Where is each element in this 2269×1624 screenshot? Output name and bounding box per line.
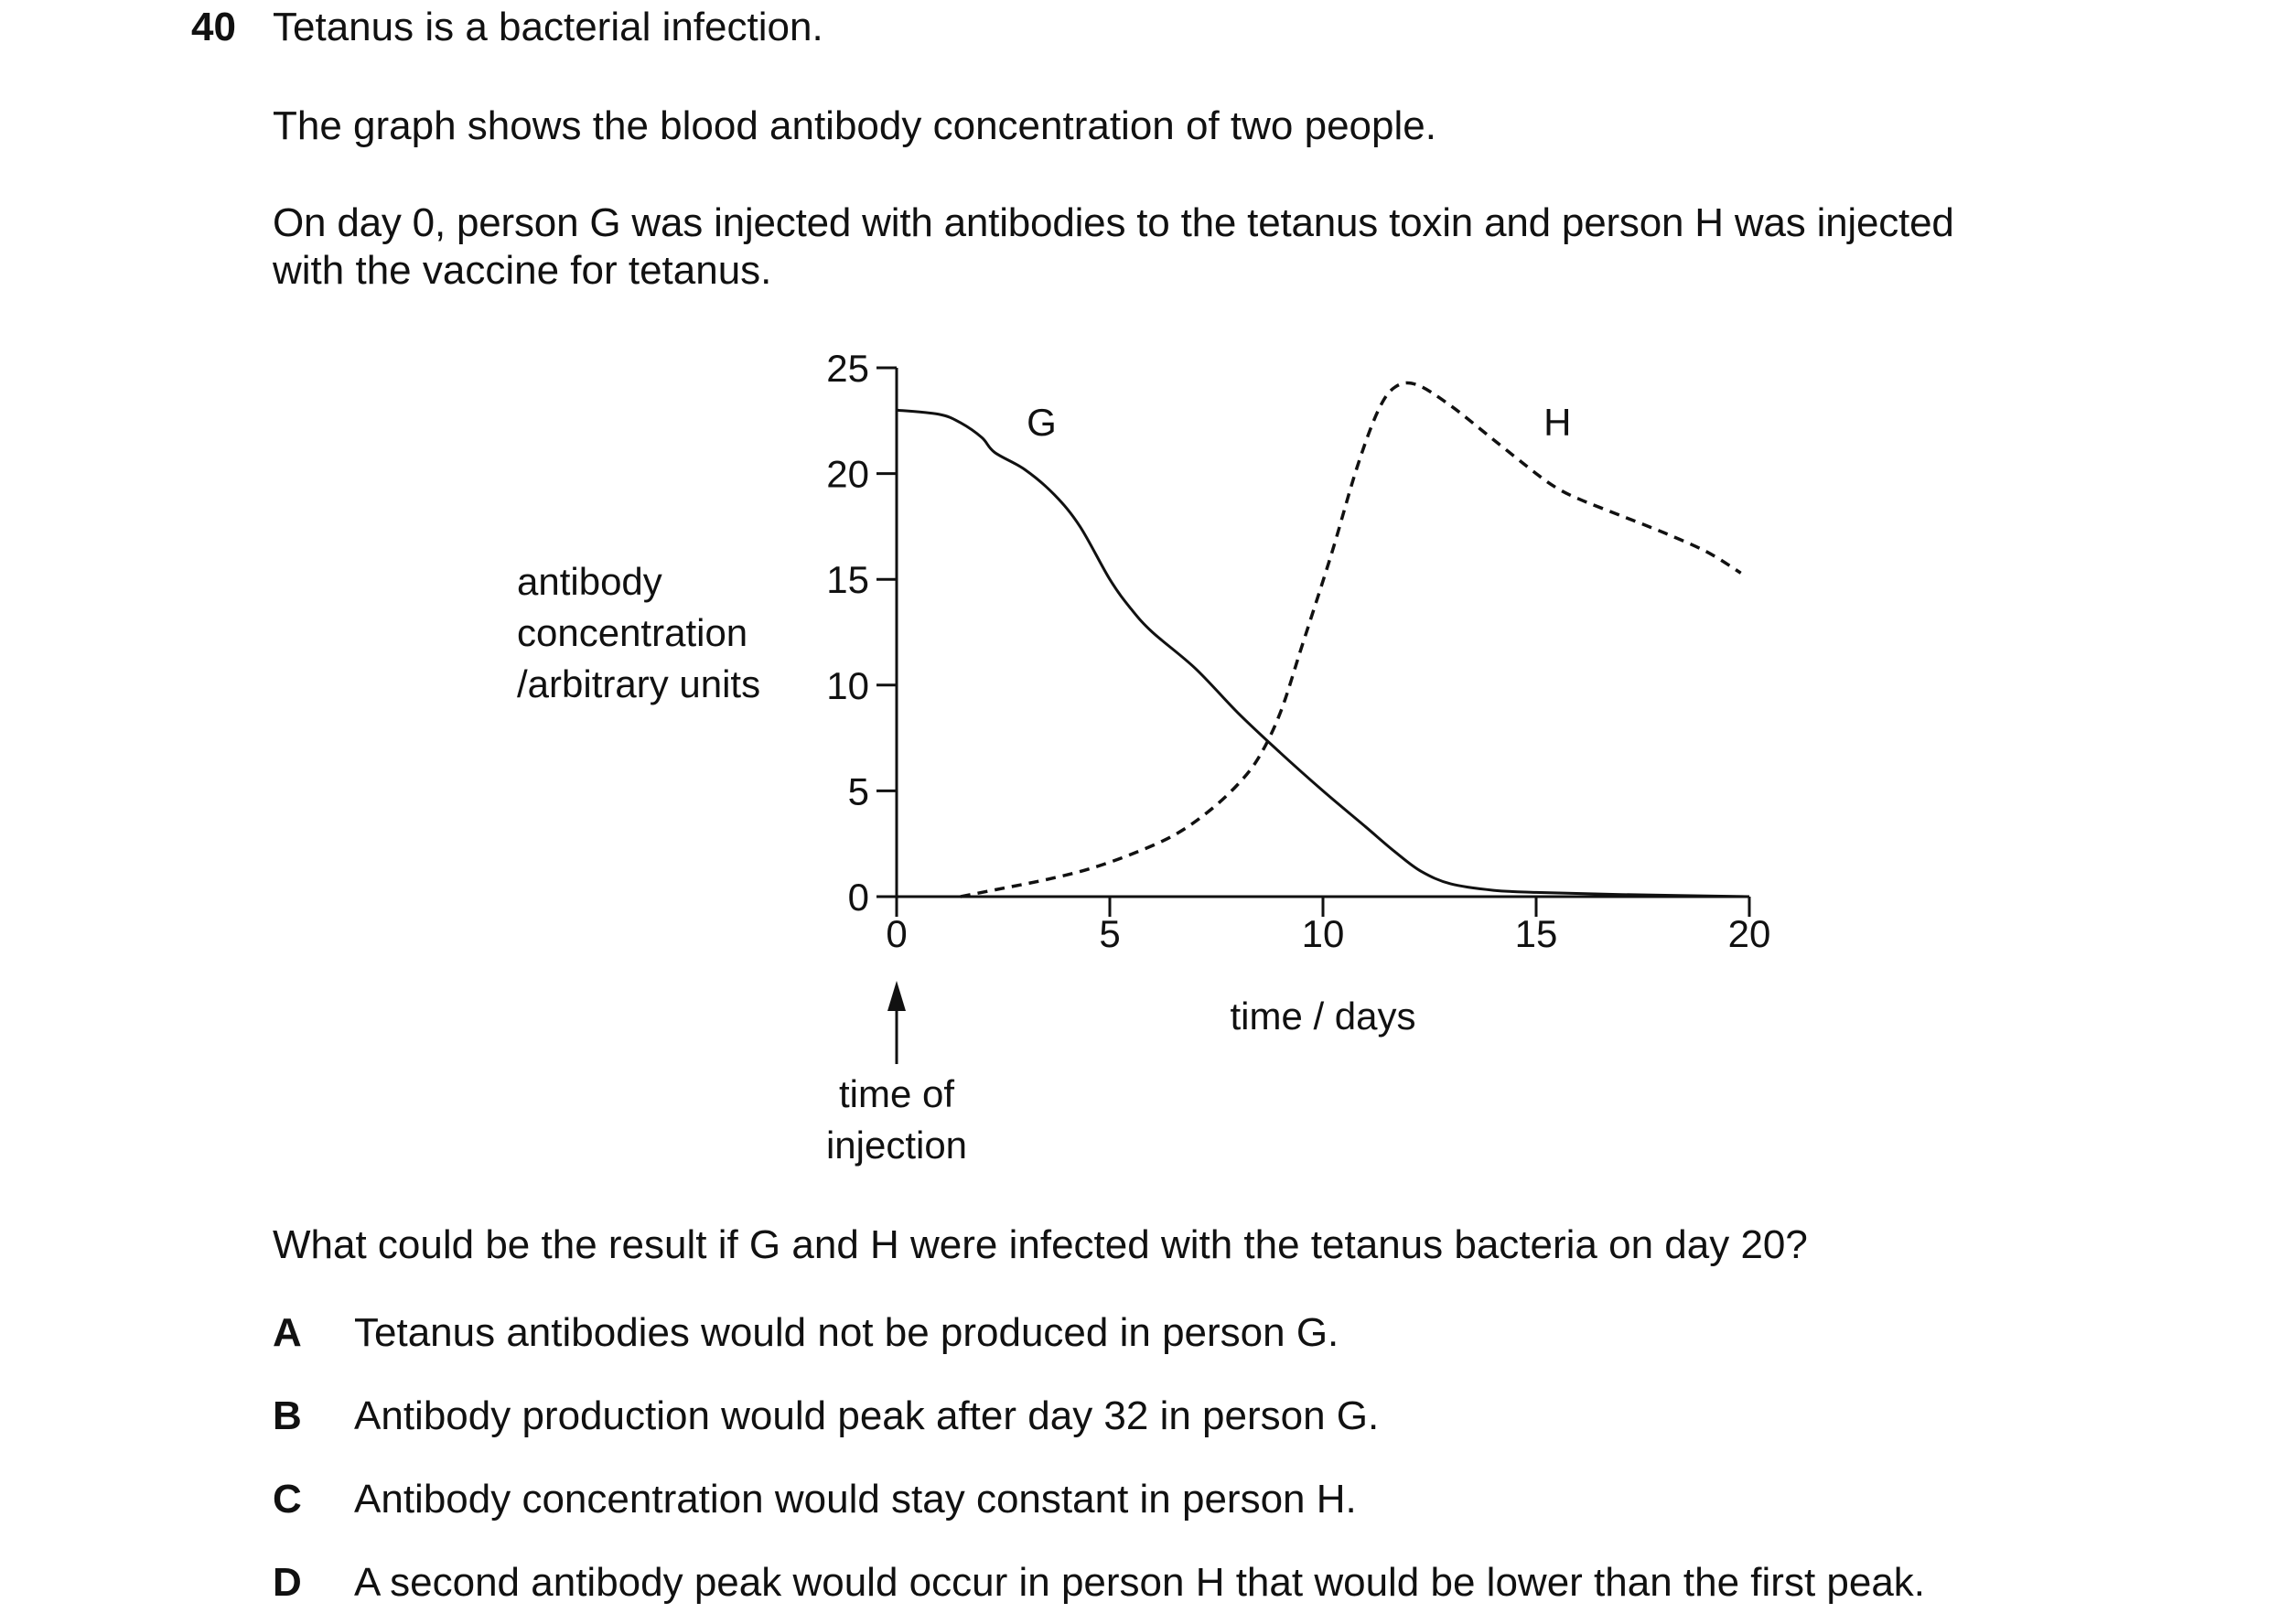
series-label-h: H xyxy=(1543,400,1572,444)
injection-annotation-line-1: time of xyxy=(838,1072,955,1115)
y-axis-label-line-3: /arbitrary units xyxy=(517,662,761,705)
chart-series xyxy=(897,382,1749,897)
option-a-letter: A xyxy=(273,1310,302,1355)
x-tick-label-5: 5 xyxy=(1099,912,1121,955)
y-tick-label-20: 20 xyxy=(826,452,869,496)
y-tick-label-10: 10 xyxy=(826,663,869,707)
option-d-text: A second antibody peak would occur in person H that would be lower than the first peak. xyxy=(354,1560,1926,1605)
x-tick-label-0: 0 xyxy=(886,912,908,955)
y-tick-label-15: 15 xyxy=(826,558,869,602)
option-b-letter: B xyxy=(273,1393,302,1438)
x-tick-label-10: 10 xyxy=(1301,912,1345,955)
injection-arrow-head xyxy=(887,981,906,1011)
question-line-1: Tetanus is a bacterial infection. xyxy=(273,5,823,49)
question-line-2: The graph shows the blood antibody concentration of two people. xyxy=(273,103,1436,148)
question-prompt: What could be the result if G and H were infected with the tetanus bacteria on day 20? xyxy=(273,1222,1808,1267)
y-tick-label-25: 25 xyxy=(826,347,869,390)
chart-labels xyxy=(517,347,1770,1167)
injection-annotation-line-2: injection xyxy=(825,1124,968,1167)
y-tick-label-5: 5 xyxy=(847,769,869,813)
question-line-3: On day 0, person G was injected with antibodies to the tetanus toxin and person H was injected xyxy=(273,200,1954,245)
option-d-letter: D xyxy=(273,1560,302,1605)
series-label-g: G xyxy=(1027,400,1057,444)
x-axis-label: time / days xyxy=(1230,995,1416,1038)
x-tick-label-20: 20 xyxy=(1727,912,1771,955)
y-tick-label-0: 0 xyxy=(847,876,869,919)
x-tick-label-15: 15 xyxy=(1514,912,1558,955)
series-line-g xyxy=(897,410,1749,897)
chart-axes xyxy=(876,368,1749,1064)
y-axis-label-line-2: concentration xyxy=(517,611,748,654)
option-a-text: Tetanus antibodies would not be produced in person G. xyxy=(354,1310,1339,1355)
question-number: 40 xyxy=(191,5,236,49)
option-c-text: Antibody concentration would stay constant in person H. xyxy=(354,1477,1357,1522)
question-line-4: with the vaccine for tetanus. xyxy=(273,248,772,293)
option-b-text: Antibody production would peak after day 32 in person G. xyxy=(354,1393,1380,1438)
y-axis-label-line-1: antibody xyxy=(517,560,662,603)
series-line-h xyxy=(961,382,1741,897)
option-c-letter: C xyxy=(273,1477,302,1522)
